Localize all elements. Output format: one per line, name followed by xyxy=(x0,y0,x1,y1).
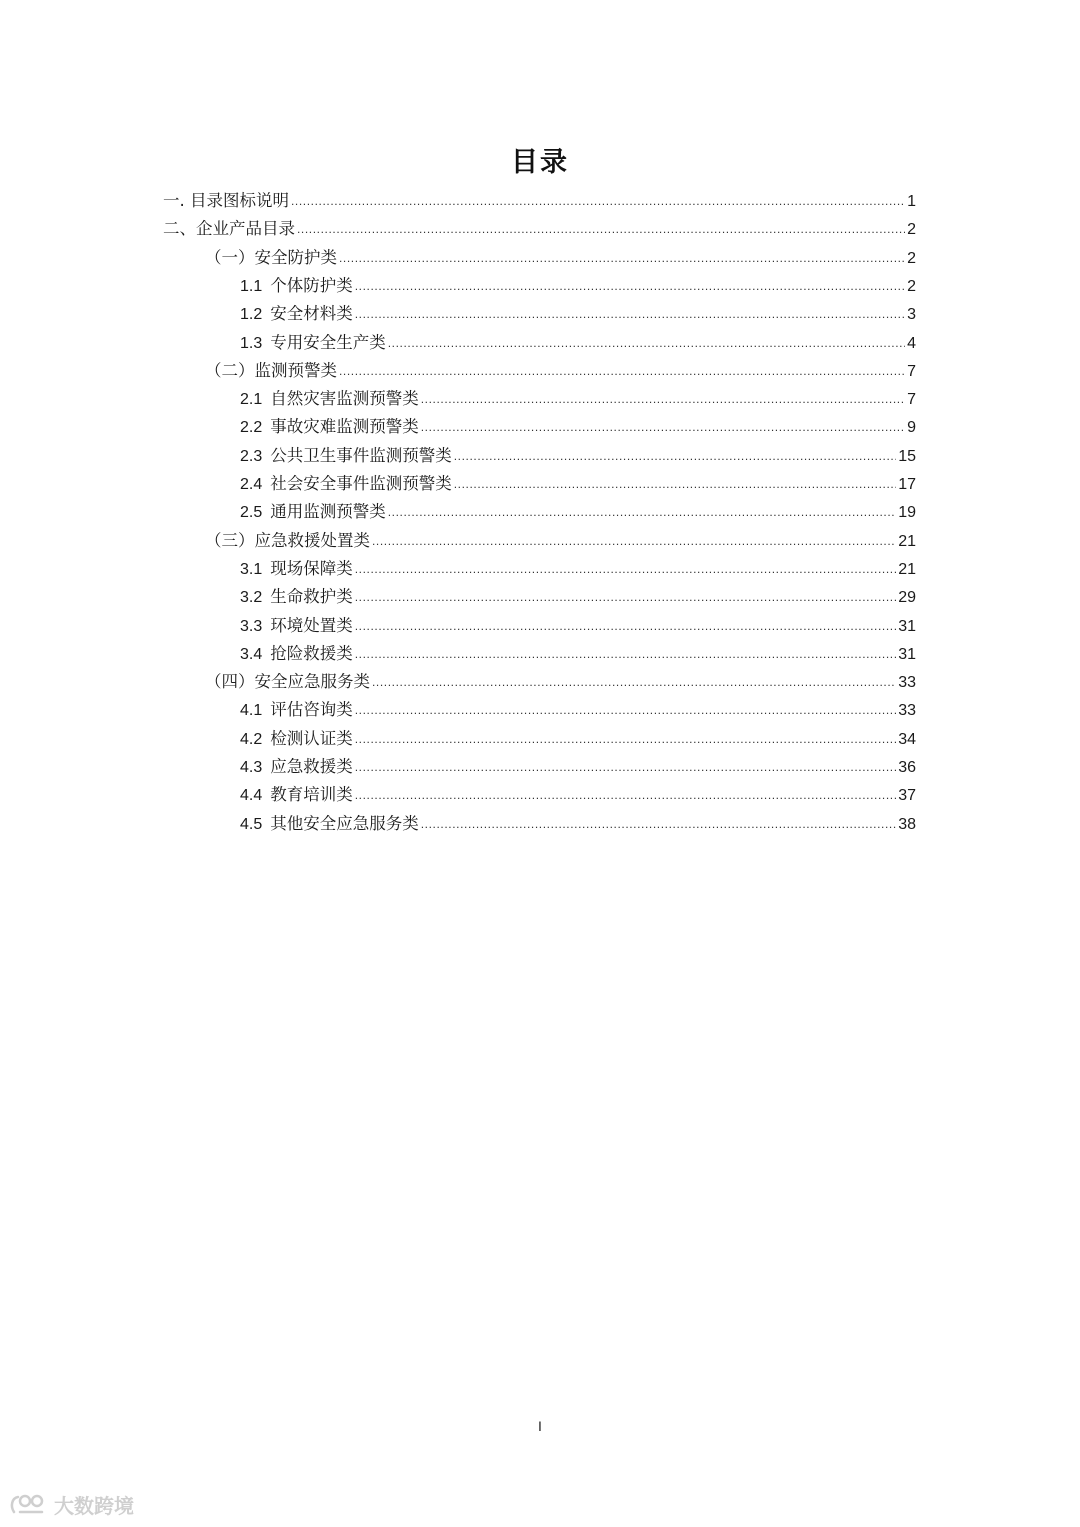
toc-entry-title: 公共卫生事件监测预警类 xyxy=(270,446,452,465)
toc-dot-leader xyxy=(355,724,896,753)
toc-dot-leader xyxy=(355,752,896,781)
toc-dot-leader xyxy=(421,384,905,413)
toc-dot-leader xyxy=(355,780,896,809)
toc-entry-title: 通用监测预警类 xyxy=(270,502,386,521)
toc-entry[interactable] xyxy=(240,442,916,470)
toc-dot-leader xyxy=(355,554,896,583)
toc-entry-title: 现场保障类 xyxy=(270,559,353,578)
toc-entry-title: 检测认证类 xyxy=(270,729,353,748)
toc-dot-leader xyxy=(421,412,905,441)
toc-entry[interactable] xyxy=(240,413,916,441)
toc-entry[interactable] xyxy=(240,498,916,526)
toc-entry-number: 4.1 xyxy=(240,702,263,719)
toc-dot-leader xyxy=(355,299,905,328)
toc-dot-leader xyxy=(339,356,905,385)
toc-entry[interactable] xyxy=(163,187,916,215)
toc-entry[interactable] xyxy=(205,668,916,696)
toc-entry[interactable] xyxy=(240,696,916,724)
toc-entry-number: 2.1 xyxy=(240,391,263,408)
toc-entry-number: 2.5 xyxy=(240,504,263,521)
toc-entry-page-number: 33 xyxy=(898,702,916,719)
toc-entry[interactable] xyxy=(240,781,916,809)
toc-dot-leader xyxy=(355,271,905,300)
toc-entry-number: 3.3 xyxy=(240,618,263,635)
toc-entry-number: 4.5 xyxy=(240,816,263,833)
toc-entry-number: 4.4 xyxy=(240,787,263,804)
toc-dot-leader xyxy=(454,469,896,498)
toc-entry-page-number: 7 xyxy=(907,391,916,408)
toc-entry[interactable] xyxy=(205,527,916,555)
toc-entry-title: 自然灾害监测预警类 xyxy=(270,389,419,408)
toc-entry[interactable] xyxy=(163,215,916,243)
toc-entry-number: 2.3 xyxy=(240,448,263,465)
toc-dot-leader xyxy=(421,809,896,838)
toc-entry[interactable] xyxy=(240,583,916,611)
toc-entry-title: 教育培训类 xyxy=(270,785,353,804)
toc-entry[interactable] xyxy=(240,555,916,583)
toc-dot-leader xyxy=(355,611,896,640)
toc-entry-number: 4.2 xyxy=(240,731,263,748)
toc-entry-page-number: 29 xyxy=(898,589,916,606)
toc-dot-leader xyxy=(355,582,896,611)
toc-entry-title: （三）应急救援处置类 xyxy=(205,531,370,550)
toc-entry-page-number: 4 xyxy=(907,335,916,352)
toc-entry-page-number: 31 xyxy=(898,618,916,635)
toc-entry[interactable] xyxy=(205,357,916,385)
toc-entry-page-number: 37 xyxy=(898,787,916,804)
toc-entry-number: 2.4 xyxy=(240,476,263,493)
toc-entry-title: 生命救护类 xyxy=(270,587,353,606)
brand-logo-icon xyxy=(8,1492,50,1518)
toc-entry-number: 3.1 xyxy=(240,561,263,578)
toc-entry-number: 1.3 xyxy=(240,335,263,352)
toc-entry-page-number: 1 xyxy=(907,193,916,210)
toc-entry-title: 一. 目录图标说明 xyxy=(163,191,289,210)
toc-entry-title: （一）安全防护类 xyxy=(205,248,337,267)
toc-entry-title: 应急救援类 xyxy=(270,757,353,776)
toc-entry[interactable] xyxy=(240,810,916,838)
toc-dot-leader xyxy=(291,186,905,215)
toc-dot-leader xyxy=(372,526,896,555)
toc-entry-number: 2.2 xyxy=(240,419,263,436)
toc-entry-page-number: 2 xyxy=(907,278,916,295)
page-title: 目录 xyxy=(511,147,569,178)
toc-entry[interactable] xyxy=(240,300,916,328)
toc-entry-number: 4.3 xyxy=(240,759,263,776)
toc-entry-page-number: 31 xyxy=(898,646,916,663)
toc-entry-page-number: 3 xyxy=(907,306,916,323)
toc-entry-title: （四）安全应急服务类 xyxy=(205,672,370,691)
toc-entry-page-number: 2 xyxy=(907,250,916,267)
toc-entry[interactable] xyxy=(240,329,916,357)
toc-entry-page-number: 36 xyxy=(898,759,916,776)
toc-entry[interactable] xyxy=(240,640,916,668)
toc-dot-leader xyxy=(454,441,896,470)
toc-dot-leader xyxy=(355,639,896,668)
toc-entry-title: 抢险救援类 xyxy=(270,644,353,663)
toc-dot-leader xyxy=(388,328,905,357)
toc-entry-title: 二、企业产品目录 xyxy=(163,219,295,238)
toc-entry-title: 个体防护类 xyxy=(270,276,353,295)
toc-entry[interactable] xyxy=(240,612,916,640)
toc-entry[interactable] xyxy=(240,385,916,413)
toc-entry[interactable] xyxy=(240,753,916,781)
toc-entry[interactable] xyxy=(240,725,916,753)
toc-entry-page-number: 15 xyxy=(898,448,916,465)
toc-entry-page-number: 2 xyxy=(907,221,916,238)
toc-entry-number: 3.4 xyxy=(240,646,263,663)
watermark xyxy=(8,1490,134,1519)
toc-dot-leader xyxy=(388,497,896,526)
toc-dot-leader xyxy=(355,695,896,724)
toc-entry-page-number: 34 xyxy=(898,731,916,748)
toc-entry-title: 社会安全事件监测预警类 xyxy=(270,474,452,493)
toc-entry-page-number: 7 xyxy=(907,363,916,380)
toc-dot-leader xyxy=(339,243,905,272)
toc-entry-page-number: 21 xyxy=(898,561,916,578)
toc-entry-title: 事故灾难监测预警类 xyxy=(270,417,419,436)
toc-entry-title: 环境处置类 xyxy=(270,616,353,635)
toc-entry-page-number: 21 xyxy=(898,533,916,550)
toc-entry-title: 专用安全生产类 xyxy=(270,333,386,352)
page-number: I xyxy=(538,1418,542,1434)
toc-entry-number: 1.2 xyxy=(240,306,263,323)
toc-dot-leader xyxy=(297,214,905,243)
toc-entry-page-number: 38 xyxy=(898,816,916,833)
toc-entry-page-number: 9 xyxy=(907,419,916,436)
toc-entry[interactable] xyxy=(240,470,916,498)
toc-entry-page-number: 33 xyxy=(898,674,916,691)
toc-entry-number: 1.1 xyxy=(240,278,263,295)
toc-entry-title: （二）监测预警类 xyxy=(205,361,337,380)
toc-entry[interactable] xyxy=(205,244,916,272)
toc-entry-title: 安全材料类 xyxy=(270,304,353,323)
toc-entry[interactable] xyxy=(240,272,916,300)
toc-entry-page-number: 19 xyxy=(898,504,916,521)
toc-entry-title: 其他安全应急服务类 xyxy=(270,814,419,833)
toc-dot-leader xyxy=(372,667,896,696)
watermark-text: 大数跨境 xyxy=(54,1494,134,1518)
toc-entry-page-number: 17 xyxy=(898,476,916,493)
toc-entry-title: 评估咨询类 xyxy=(270,700,353,719)
toc-entry-number: 3.2 xyxy=(240,589,263,606)
